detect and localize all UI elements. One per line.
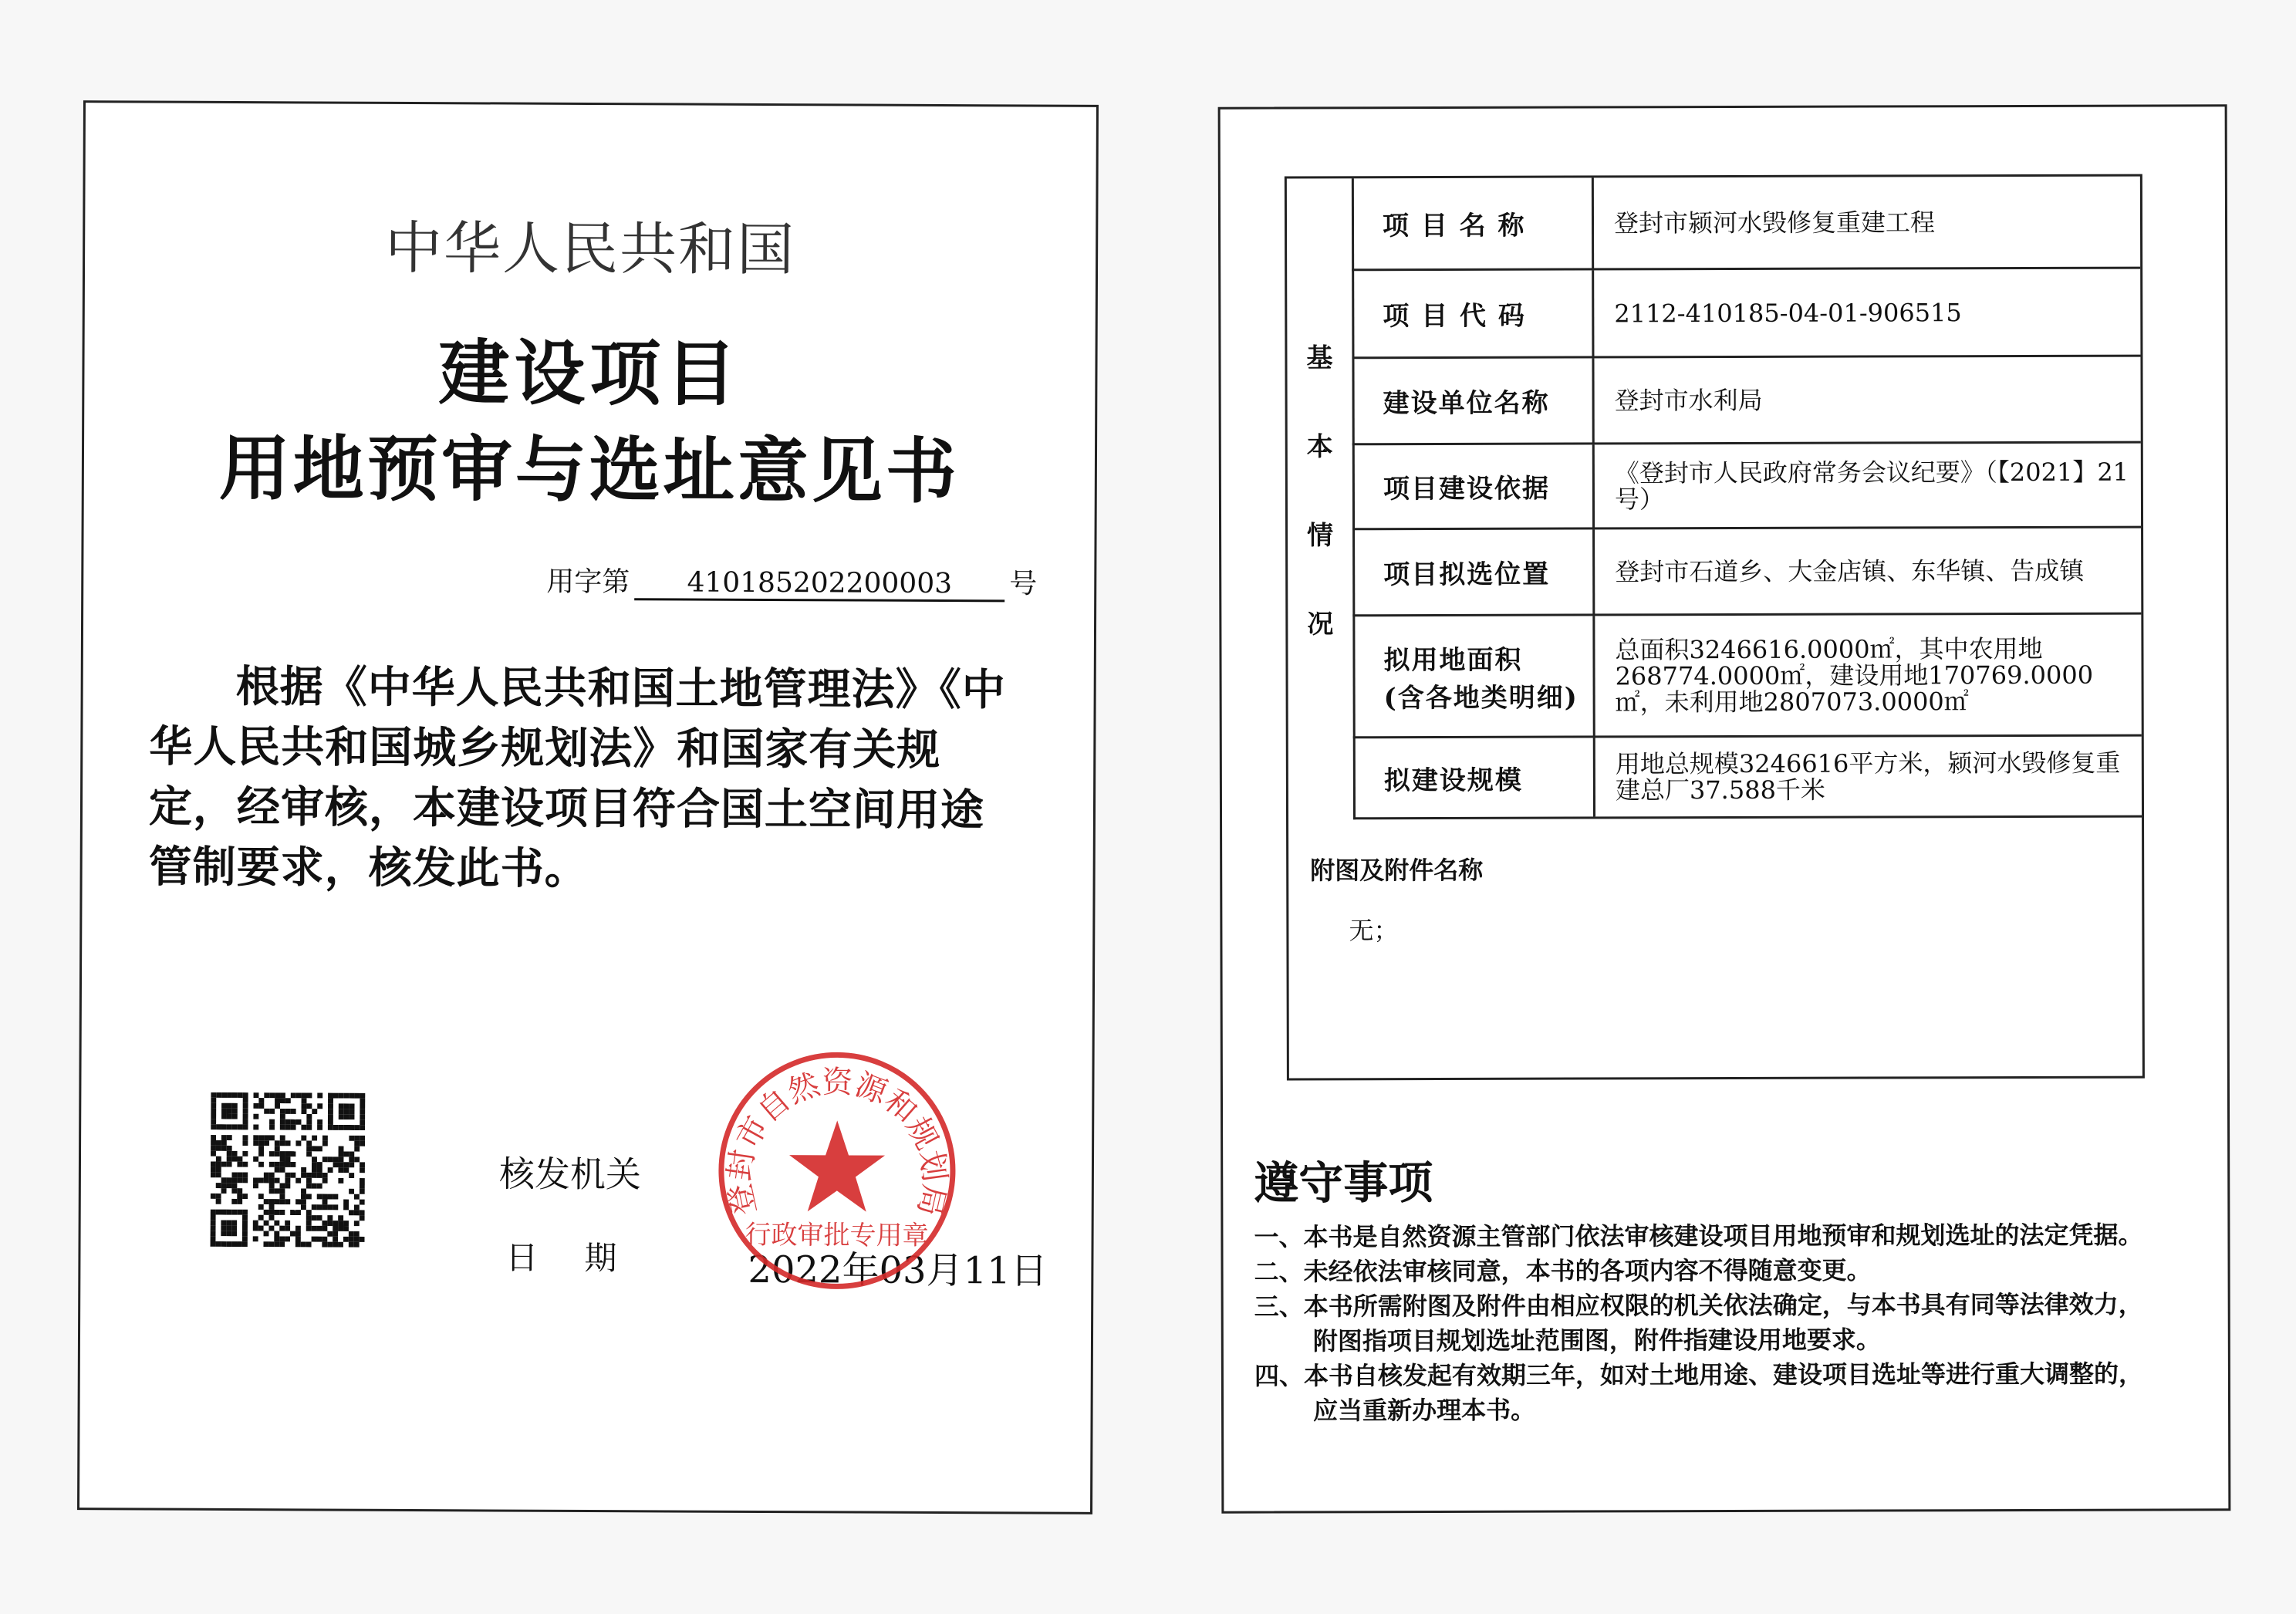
table-row [1352,269,2140,360]
date-label: 日期 [505,1238,663,1278]
serial-number: 410185202200003 [634,566,1004,602]
title-line-2: 用地预审与选址意见书 [218,427,961,514]
rule-item: 四、本书自核发起有效期三年，如对土地用途、建设项目选址等进行重大调整的，应当重新办理本书。 [1254,1359,2143,1426]
row-label [1352,616,1595,736]
section-label-char: 情 [1307,520,1334,552]
row-value: 2112-410185-04-01-906515 [1614,297,1962,328]
table-row [1352,528,2141,617]
section-label-basic-info [1287,178,1356,819]
body-paragraph: 根据《中华人民共和国土地管理法》《中华人民共和国城乡规划法》和国家有关规定，经审核，本建设项目符合国土空间用途管制要求，核发此书。 [148,662,1006,895]
row-label: 项目拟选位置 [1352,529,1595,614]
certificate-details-page [1218,104,2231,1513]
row-value: 登封市石道乡、大金店镇、东华镇、告成镇 [1615,555,2085,586]
section-label-char: 况 [1307,609,1334,640]
row-value: 用地总规模3246616平方米，颍河水毁修复重建总厂37.588千米 [1615,748,2121,805]
serial-suffix: 号 [1009,568,1038,600]
row-label-line: (含各地类明细) [1383,681,1578,714]
row-value: 《登封市人民政府常务会议纪要》（【2021】21号） [1614,457,2129,514]
attachments-value: 无； [1349,916,1399,946]
row-label-line: 拟用地面积 [1383,644,1523,676]
row-label: 拟建设规模 [1353,738,1595,817]
certificate-front-page [77,100,1099,1514]
qr-code [211,1092,366,1248]
seal-inner-text: 行政审批专用章 [745,1219,929,1251]
row-value: 登封市水利局 [1614,385,1763,415]
row-value: 总面积3246616.0000㎡，其中农用地268774.0000㎡，建设用地170769.0000㎡，未利用地2807073.0000㎡ [1615,633,2094,717]
section-label-char: 本 [1306,431,1333,463]
attachments-label: 附图及附件名称 [1310,855,1484,886]
table-row [1353,737,2142,820]
row-label: 项目建设依据 [1352,444,1595,528]
table-row [1352,357,2140,446]
country-name: 中华人民共和国 [384,214,796,284]
title-line-1: 建设项目 [438,332,741,416]
table-row [1352,615,2141,739]
row-label: 项 目 名 称 [1352,177,1594,268]
star-icon [789,1120,886,1212]
table-row [1352,444,2141,531]
rule-item: 一、本书是自然资源主管部门依法审核建设项目用地预审和规划选址的法定凭据。 [1254,1220,2143,1252]
official-seal [713,1047,961,1295]
row-label: 项 目 代 码 [1352,270,1594,356]
rule-item: 二、未经依法审核同意，本书的各项内容不得随意变更。 [1254,1255,1872,1287]
row-label: 建设单位名称 [1352,358,1594,443]
section-label-char: 基 [1306,343,1333,374]
basic-info-table [1285,174,2145,1081]
row-value: 登封市颍河水毁修复重建工程 [1613,207,1936,238]
body-text [148,657,1021,902]
rules-title: 遵守事项 [1254,1156,1433,1210]
rule-item: 三、本书所需附图及附件由相应权限的机关依法确定，与本书具有同等法律效力，附图指项目规划选址范围图，附件指建设用地要求。 [1254,1289,2143,1356]
seal-outer-text: 登封市自然资源和规划局 [721,1065,953,1220]
issue-date: 2022年03月11日 [748,1248,1048,1293]
rules-list [1254,1218,2149,1429]
table-row [1352,177,2140,272]
serial-prefix: 用字第 [546,566,630,599]
issuer-label: 核发机关 [498,1153,642,1196]
serial-line [546,560,1037,603]
